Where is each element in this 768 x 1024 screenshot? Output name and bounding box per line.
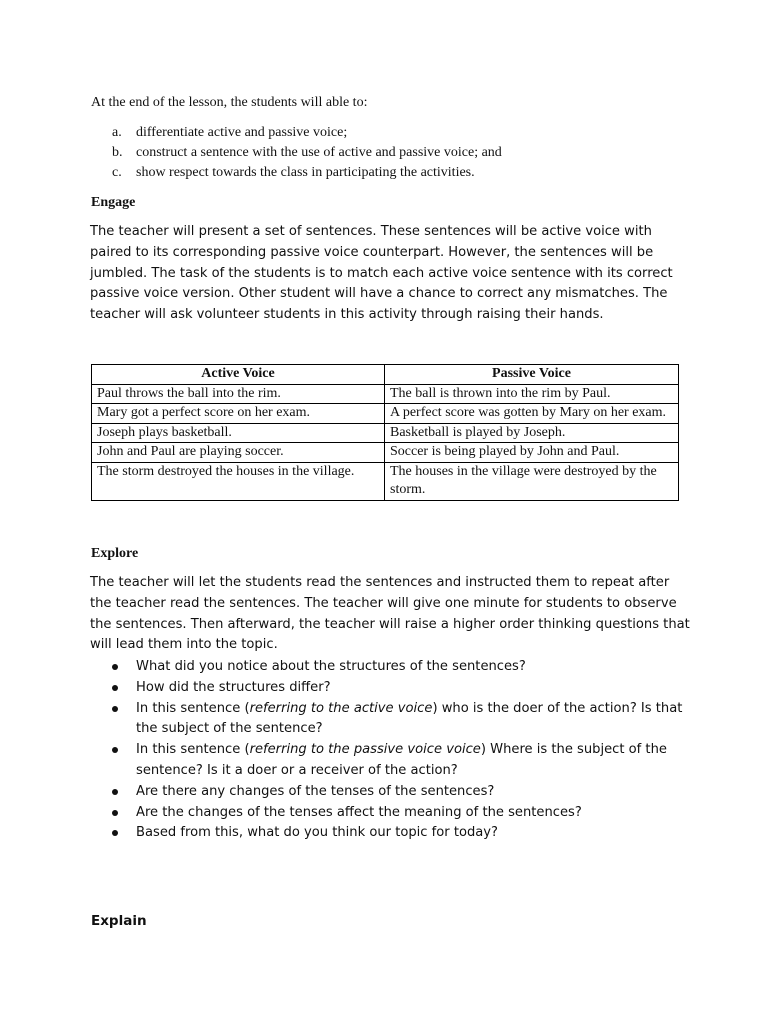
question-text: ) who is the doer of the action? Is that the subject of the sentence? <box>136 700 683 737</box>
objective-marker: a. <box>112 125 122 140</box>
passive-voice-cell: The houses in the village were destroyed by the storm. <box>385 462 679 500</box>
question-italic-note: referring to the active voice <box>249 700 433 716</box>
table-row <box>92 423 679 443</box>
explore-heading: Explore <box>91 546 139 561</box>
list-item <box>112 740 692 782</box>
question-text: What did you notice about the structures of the sentences? <box>136 659 526 674</box>
list-item <box>112 657 692 678</box>
passive-voice-cell: Soccer is being played by John and Paul. <box>385 443 679 463</box>
list-item <box>112 678 692 699</box>
objective-marker: b. <box>112 145 123 160</box>
list-item <box>112 782 692 803</box>
header-passive-voice: Passive Voice <box>385 365 679 385</box>
list-item <box>112 803 692 824</box>
list-item <box>112 699 692 741</box>
question-text: Are there any changes of the tenses of the sentences? <box>136 783 495 799</box>
header-active-voice: Active Voice <box>92 365 385 385</box>
passive-voice-cell: Basketball is played by Joseph. <box>385 423 679 443</box>
engage-paragraph: The teacher will present a set of sentences. These sentences will be active voice with paired to its corresponding passive voice counterpart. However, the sentences will be jumbled. The task of the students is to match each active voice sentence with its correct passive voice version. Other student will have a chance to correct any mismatches. The teacher will ask volunteer students in this activity through raising their hands. <box>90 224 673 323</box>
questions-list <box>112 657 692 844</box>
table-row <box>92 462 679 500</box>
engage-heading: Engage <box>91 195 136 210</box>
active-voice-cell: John and Paul are playing soccer. <box>92 443 385 463</box>
active-voice-cell: Mary got a perfect score on her exam. <box>92 404 385 424</box>
bullet-icon <box>112 789 118 795</box>
objective-text: differentiate active and passive voice; <box>136 125 348 140</box>
table-row <box>92 384 679 404</box>
active-voice-cell: Paul throws the ball into the rim. <box>92 384 385 404</box>
question-italic-note: referring to the passive voice voice <box>249 742 481 758</box>
objective-text: construct a sentence with the use of active and passive voice; and <box>136 145 502 160</box>
explain-heading: Explain <box>91 913 147 929</box>
table-row <box>92 404 679 424</box>
table-row <box>92 443 679 463</box>
table-header-row <box>92 365 679 385</box>
bullet-icon <box>112 664 118 670</box>
passive-voice-cell: A perfect score was gotten by Mary on her exam. <box>385 404 679 424</box>
bullet-icon <box>112 706 118 712</box>
objective-text: show respect towards the class in participating the activities. <box>136 165 475 180</box>
explore-paragraph: The teacher will let the students read the sentences and instructed them to repeat after the teacher read the sentences. The teacher will give one minute for students to observe the sentences. Then afterward, the teacher will raise a higher order thinking questions that will lead them into the topic. <box>90 575 690 653</box>
active-voice-cell: The storm destroyed the houses in the village. <box>92 462 385 500</box>
objective-marker: c. <box>112 165 122 180</box>
voice-table <box>91 364 679 501</box>
bullet-icon <box>112 685 118 691</box>
question-text: How did the structures differ? <box>136 679 331 695</box>
active-voice-cell: Joseph plays basketball. <box>92 423 385 443</box>
question-text: ) Where is the subject of the sentence? Is it a doer or a receiver of the action? <box>136 742 667 778</box>
question-text: In this sentence ( <box>136 742 250 758</box>
question-text: Based from this, what do you think our topic for today? <box>136 825 499 841</box>
bullet-icon <box>112 747 118 753</box>
question-text: In this sentence ( <box>136 700 250 716</box>
list-item <box>112 823 692 844</box>
passive-voice-cell: The ball is thrown into the rim by Paul. <box>385 384 679 404</box>
bullet-icon <box>112 830 118 836</box>
intro-text: At the end of the lesson, the students will able to: <box>91 95 368 110</box>
bullet-icon <box>112 810 118 816</box>
question-text: Are the changes of the tenses affect the meaning of the sentences? <box>136 804 582 820</box>
